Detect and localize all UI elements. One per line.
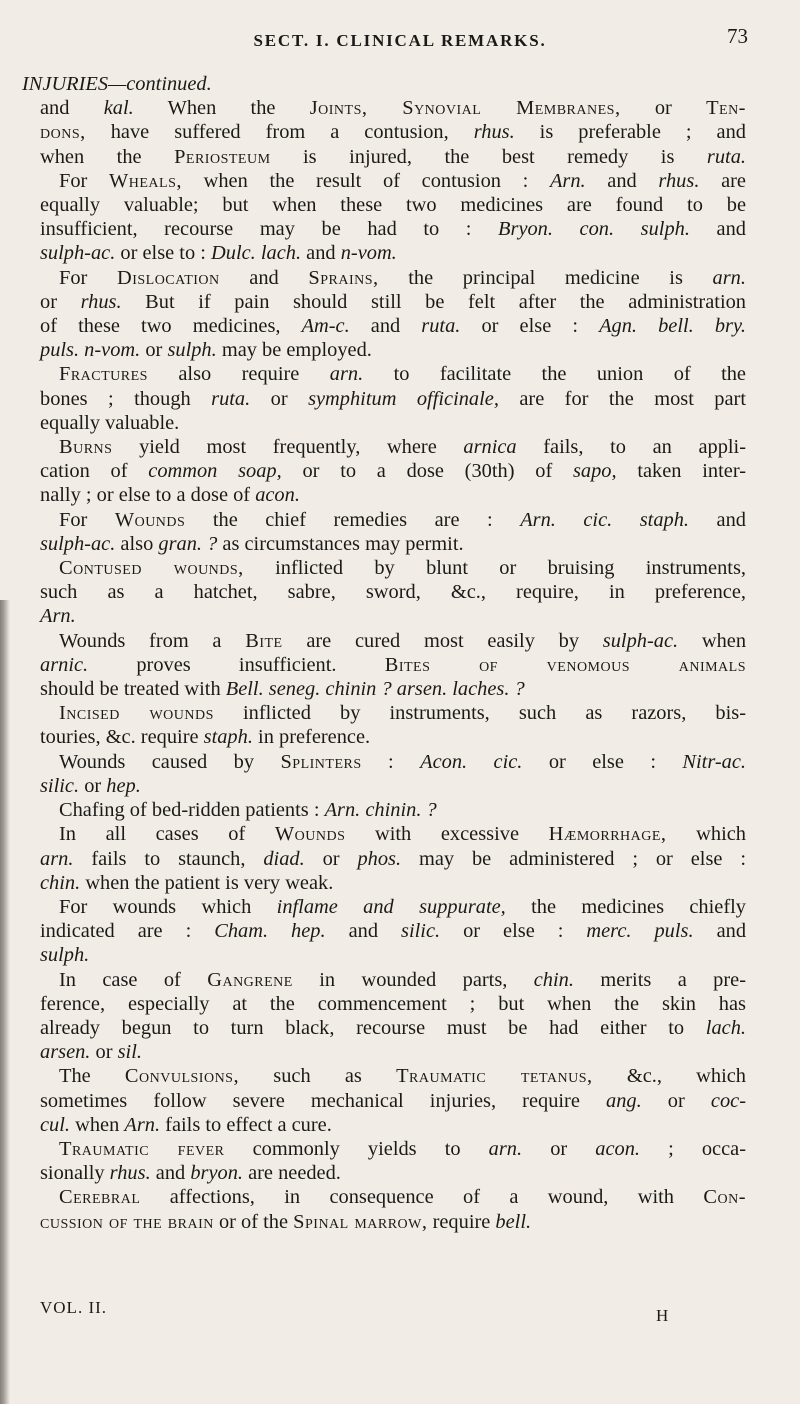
remedy-name: arn. [488,1137,523,1160]
remedy-name: symphitum officinale, [308,387,499,410]
remedy-name: common soap, [148,460,282,483]
remedy-name: sil. [117,1041,142,1064]
text-run: For [59,266,117,289]
text-run: or [40,290,81,313]
text-run: inflicted by instruments, such as razors, bis- [213,702,747,725]
text-line [26,120,746,144]
text-run: merits a pre- [573,968,746,991]
small-caps-term: Hæmorrhage, [548,823,667,846]
remedy-name: Nitr-ac. [682,750,746,773]
text-line [26,193,746,217]
text-run: should be treated with [40,678,226,701]
text-line [26,629,746,653]
text-line [26,1161,746,1185]
remedy-name: Arn. [549,169,586,192]
small-caps-term: Gangrene [207,968,293,991]
text-run: For [59,169,109,192]
remedy-name: ruta. [211,387,251,410]
text-run: insufficient, recourse may be had to : [40,218,499,241]
text-run: commonly yields to [224,1137,489,1160]
text-line [26,1210,746,1234]
text-line [26,483,746,507]
text-run: cation of [40,460,149,483]
text-run: or [304,847,358,870]
text-run: in preference. [252,726,371,749]
text-line [26,362,746,386]
text-run: the principal medicine is [378,266,713,289]
small-caps-term: Convulsions, [124,1065,240,1088]
text-line [26,1064,746,1088]
text-run: when the patient is very weak. [80,871,334,894]
text-run: the chief remedies are : [185,508,521,531]
remedy-name: inflame and suppurate, [276,895,506,918]
text-run: indicated are : [40,920,215,943]
small-caps-term: Bites of venomous animals [384,653,746,676]
text-run: or [641,1089,711,1112]
text-run: the medicines chiefly [505,895,746,918]
text-run: and [40,97,104,120]
text-line [26,725,746,749]
text-run: Wounds caused by [59,750,281,773]
small-caps-term: Sprains, [308,266,379,289]
remedy-name: Dulc. lach. [211,242,302,265]
text-line [26,96,746,120]
remedy-name: Cham. hep. [214,920,326,943]
text-run: or else : [522,750,683,773]
remedy-name: phos. [357,847,402,870]
text-run: ference, especially at the commencement ; but when the skin has [40,992,746,1015]
text-run: For wounds which [59,895,277,918]
text-run: proves insufficient. [88,653,385,676]
remedy-name: gran. ? [158,532,218,555]
text-line [26,1040,746,1064]
text-run: But if pain should still be felt after the administration [121,290,746,313]
text-run: Chafing of bed-ridden patients : [59,799,325,822]
remedy-name: Bell. seneg. chinin ? arsen. laches. ? [225,678,525,701]
text-run: equally valuable; but when these two medicines are found to be [40,194,746,217]
remedy-name: silic. [40,774,80,797]
text-run: or [79,774,107,797]
signature-mark: H [656,1306,669,1325]
text-run: and [689,508,746,531]
text-run: which [666,823,746,846]
remedy-name: sulph-ac. [40,532,116,555]
text-line [26,750,746,774]
text-run: when the [40,145,175,168]
remedy-name: arn. [712,266,746,289]
text-line [26,992,746,1016]
text-line [26,435,746,459]
small-caps-term: cussion of the brain [40,1210,214,1233]
remedy-name: Acon. cic. [420,750,523,773]
remedy-name: silic. [401,920,441,943]
remedy-name: rhus. [658,169,700,192]
remedy-name: Am-c. [301,315,350,338]
remedy-name: acon. [255,484,300,507]
small-caps-term: dons, [40,121,86,144]
remedy-name: acon. [595,1137,641,1160]
text-run: already begun to turn black, recourse must be had either to [40,1016,706,1039]
text-line [26,701,746,725]
remedy-name: lach. [705,1016,746,1039]
text-run: equally valuable. [40,411,180,434]
text-line [26,217,746,241]
text-run: and [219,266,309,289]
remedy-name: merc. puls. [586,920,694,943]
small-caps-term: Contused wounds, [59,557,244,580]
text-line [26,798,746,822]
text-run: and [693,920,747,943]
remedy-name: diad. [263,847,305,870]
text-run: and [301,242,341,265]
text-line [26,871,746,895]
text-run: In case of [59,968,208,991]
text-line [26,532,746,556]
text-run: to facilitate the union of the [363,363,746,386]
text-run: touries, &c. require [40,726,204,749]
text-line [26,241,746,265]
remedy-name: kal. [103,97,134,120]
section-heading [22,72,746,96]
text-run: taken inter- [616,460,746,483]
text-run: In all cases of [59,823,275,846]
remedy-name: chin. [40,871,81,894]
text-line [26,604,746,628]
text-line [26,411,746,435]
section-heading-continued: —continued. [108,73,212,95]
text-run: and [325,920,402,943]
section-heading-title: INJURIES [22,73,109,95]
small-caps-term: Cerebral [59,1186,141,1209]
small-caps-term: Burns [59,436,113,459]
text-run: is injured, the best remedy is [270,145,707,168]
text-run: also require [147,363,330,386]
remedy-name: chin. [533,968,574,991]
text-line [26,968,746,992]
remedy-name: rhus. [80,290,122,313]
text-run: or [90,1041,118,1064]
text-line [26,1137,746,1161]
text-line [26,580,746,604]
small-caps-term: Incised wounds [59,702,214,725]
small-caps-term: Wounds [114,508,186,531]
remedy-name: puls. n-vom. [40,339,141,362]
remedy-name: bell. [495,1210,532,1233]
remedy-name: sulph. [40,944,90,967]
text-run: or else to : [115,242,212,265]
text-run: as circumstances may permit. [217,532,464,555]
remedy-name: Arn. [40,605,76,628]
text-run: are [699,169,746,192]
text-run: Wounds from a [59,629,246,652]
text-run: are cured most easily by [282,629,603,652]
remedy-name: sulph-ac. [602,629,679,652]
text-run: such as [239,1065,397,1088]
text-line [26,387,746,411]
remedy-name: ang. [606,1089,642,1112]
running-head [0,16,800,56]
small-caps-term: Spinal marrow, [293,1210,428,1233]
remedy-name: cul. [40,1113,71,1136]
text-run: or [620,97,707,120]
text-line [26,943,746,967]
text-line [26,653,746,677]
text-run: or else : [440,920,587,943]
text-run: inflicted by blunt or bruising instruments, [243,557,746,580]
text-run: When the [133,97,310,120]
small-caps-term: Ten- [706,97,746,120]
text-line [26,145,746,169]
text-line [26,919,746,943]
text-run: ; occa- [640,1137,746,1160]
text-run: when the result of contusion : [181,169,550,192]
remedy-name: ruta. [421,315,461,338]
remedy-name: ruta. [706,145,746,168]
text-run: require [427,1210,496,1233]
remedy-name: arnica [463,436,517,459]
text-run: or else : [460,315,600,338]
text-line [26,1089,746,1113]
text-run: or [250,387,309,410]
text-run: when [678,629,747,652]
text-run: or [140,339,168,362]
text-run: in wounded parts, [292,968,534,991]
text-run: bones ; though [40,387,212,410]
remedy-name: bryon. [190,1162,243,1185]
text-run: and [150,1162,191,1185]
text-line [26,677,746,701]
page-number: 73 [727,24,748,48]
remedy-name: hep. [106,774,141,797]
body-text [22,72,747,1234]
text-run: may be employed. [216,339,372,362]
text-line [26,459,746,483]
text-line [26,556,746,580]
text-run: fails to staunch, [73,847,264,870]
text-line [26,508,746,532]
text-run: or of the [213,1210,294,1233]
text-run: is preferable ; and [514,121,746,144]
text-run: with excessive [345,823,549,846]
small-caps-term: Wounds [274,823,346,846]
remedy-name: sulph-ac. [40,242,116,265]
text-run: &c., which [592,1065,747,1088]
remedy-name: arn. [40,847,74,870]
remedy-name: rhus. [473,121,515,144]
text-run: or [522,1137,596,1160]
text-run: fails, to an appli- [516,436,747,459]
text-run: and [349,315,422,338]
small-caps-term: Traumatic fever [59,1137,225,1160]
remedy-name: sulph. [167,339,217,362]
remedy-name: n-vom. [340,242,397,265]
text-run: have suffered from a contusion, [85,121,474,144]
text-run: when [70,1113,125,1136]
text-run: fails to effect a cure. [160,1113,332,1136]
text-line [26,338,746,362]
running-title: SECT. I. CLINICAL REMARKS. [253,31,547,50]
remedy-name: sapo, [572,460,617,483]
text-run: such as a hatchet, sabre, sword, &c., require, in preference, [40,581,746,604]
remedy-name: staph. [203,726,253,749]
text-line [26,266,746,290]
text-run: also [115,532,159,555]
text-line [26,1016,746,1040]
text-run: : [361,750,421,773]
remedy-name: coc- [710,1089,746,1112]
small-caps-term: Periosteum [174,145,271,168]
small-caps-term: Bite [245,629,283,652]
text-run: sometimes follow severe mechanical injuries, require [40,1089,607,1112]
small-caps-term: Con- [703,1186,746,1209]
text-run: sionally [40,1162,110,1185]
text-run: are for the most part [498,387,746,410]
remedy-name: Arn. cic. staph. [520,508,690,531]
text-line [26,1185,746,1209]
paragraph-lines [26,96,746,1234]
small-caps-term: Dislocation [116,266,220,289]
small-caps-term: Fractures [59,363,148,386]
remedy-name: arn. [329,363,364,386]
text-run: may be administered ; or else : [401,847,746,870]
text-line [26,1113,746,1137]
remedy-name: Arn. [124,1113,161,1136]
binding-shadow [0,600,10,1404]
remedy-name: Bryon. con. sulph. [498,218,690,241]
text-line [26,822,746,846]
remedy-name: rhus. [109,1162,151,1185]
small-caps-term: Splinters [280,750,362,773]
text-run: The [59,1065,125,1088]
text-run: nally ; or else to a dose of [40,484,256,507]
remedy-name: arnic. [40,653,89,676]
text-line [26,847,746,871]
text-run: yield most frequently, where [112,436,464,459]
text-run: affections, in consequence of a wound, with [140,1186,704,1209]
remedy-name: arsen. [40,1041,91,1064]
text-run: and [585,169,659,192]
text-run: are needed. [242,1162,341,1185]
text-line [26,895,746,919]
small-caps-term: Traumatic tetanus, [396,1065,593,1088]
small-caps-term: Joints, Synovial Membranes, [309,97,621,120]
volume-label: VOL. II. [40,1298,108,1317]
text-run: and [689,218,746,241]
remedy-name: Agn. bell. bry. [599,315,747,338]
text-line [26,314,746,338]
text-run: For [59,508,115,531]
text-line [26,774,746,798]
remedy-name: Arn. chinin. ? [324,799,437,822]
text-line [26,290,746,314]
text-run: or to a dose (30th) of [281,460,573,483]
text-line [26,169,746,193]
text-run: of these two medicines, [40,315,302,338]
small-caps-term: Wheals, [109,169,182,192]
